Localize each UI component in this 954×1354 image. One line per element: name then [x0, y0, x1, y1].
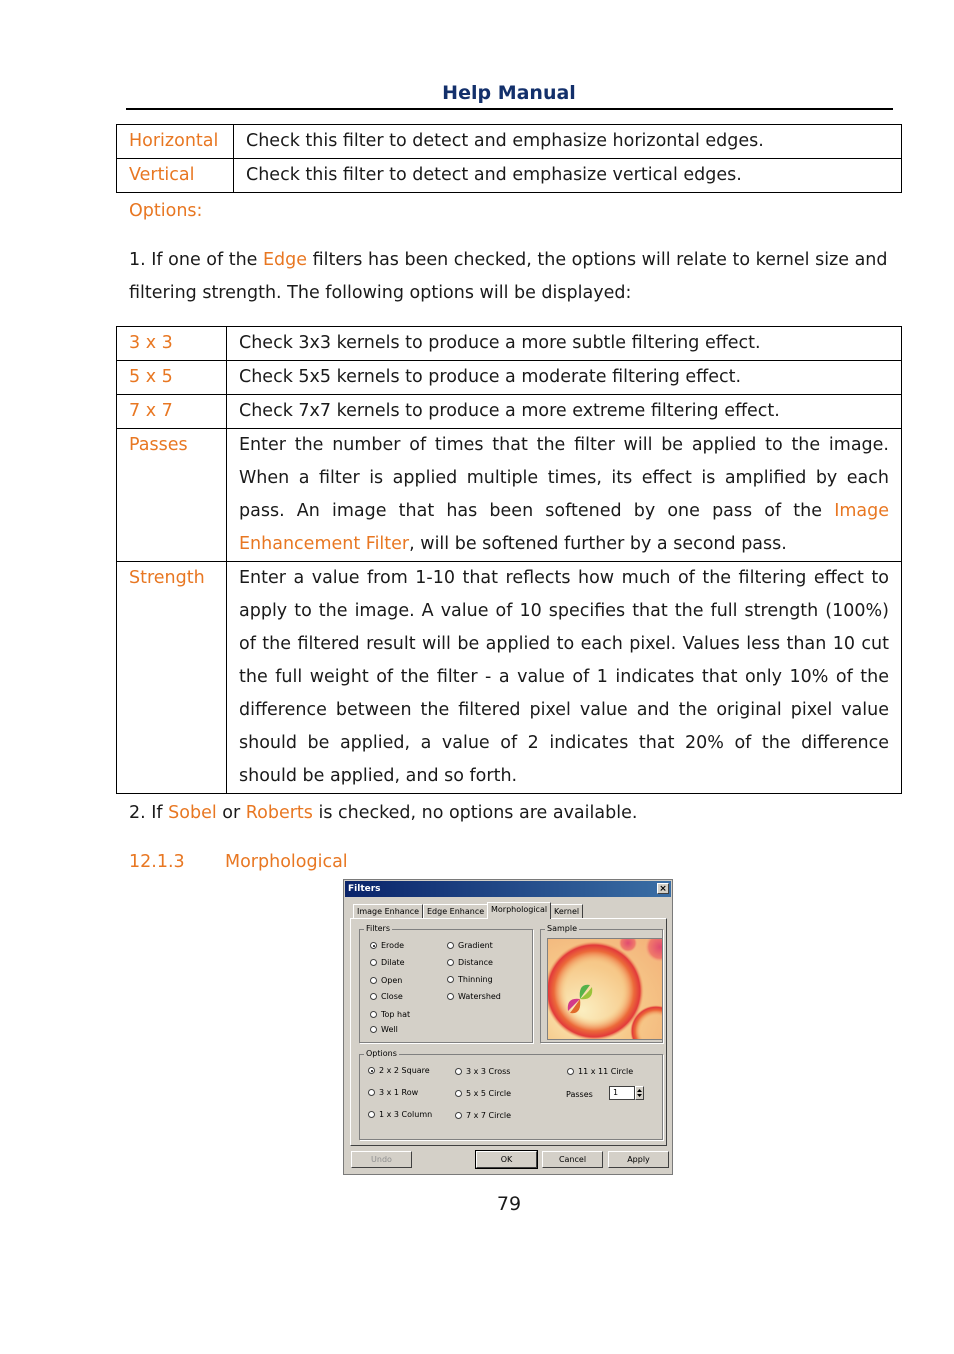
dialog-title: Filters	[348, 884, 381, 894]
table-row	[117, 327, 902, 361]
header-rule	[126, 108, 893, 110]
cancel-button[interactable]: Cancel	[542, 1151, 603, 1168]
radio-2x2-square[interactable]	[368, 1066, 430, 1076]
radio-distance[interactable]	[447, 958, 493, 968]
radio-open[interactable]	[370, 976, 402, 986]
ok-button[interactable]: OK	[476, 1151, 537, 1168]
radio-label: 5 x 5 Circle	[466, 1089, 512, 1098]
radio-label: 3 x 1 Row	[379, 1088, 419, 1097]
radio-label: Open	[381, 976, 403, 985]
paragraph-text: is checked, no options are available.	[312, 803, 638, 823]
term-cell: 7 x 7	[117, 395, 227, 429]
radio-11x11-circle[interactable]	[567, 1067, 633, 1077]
radio-icon	[447, 993, 454, 1000]
undo-button[interactable]: Undo	[351, 1151, 412, 1168]
term-cell: Vertical	[117, 159, 234, 193]
passes-spinner[interactable]	[635, 1086, 644, 1100]
term-cell: Horizontal	[117, 125, 234, 159]
page-number: 79	[496, 1193, 522, 1215]
tab-morphological[interactable]: Morphological	[487, 902, 551, 919]
apply-button[interactable]: Apply	[608, 1151, 669, 1168]
sample-preview-graphic	[548, 939, 663, 1040]
radio-label: Close	[381, 992, 403, 1001]
paragraph-edge-options	[129, 244, 889, 310]
radio-icon	[447, 976, 454, 983]
table-row	[117, 395, 902, 429]
radio-icon	[447, 959, 454, 966]
spinner-arrows-icon	[636, 1087, 643, 1099]
options-group-label: Options	[366, 1049, 397, 1058]
radio-label: 2 x 2 Square	[379, 1066, 430, 1075]
tab-edge-enhance[interactable]: Edge Enhance	[423, 904, 488, 918]
radio-dilate[interactable]	[370, 958, 405, 968]
roberts-link[interactable]: Roberts	[245, 803, 313, 823]
dialog-titlebar	[345, 881, 671, 897]
radio-gradient[interactable]	[447, 941, 493, 951]
table-row	[117, 429, 902, 562]
radio-5x5-circle[interactable]	[455, 1089, 511, 1099]
radio-icon	[447, 942, 454, 949]
radio-erode[interactable]	[370, 941, 404, 951]
radio-3x3-cross[interactable]	[455, 1067, 510, 1077]
passes-label: Passes	[566, 1090, 593, 1099]
options-group	[359, 1049, 663, 1140]
filters-group-label: Filters	[366, 924, 390, 933]
page-header-title: Help Manual	[442, 82, 576, 104]
filters-group	[359, 924, 533, 1043]
sample-group-label: Sample	[547, 924, 577, 933]
radio-label: Erode	[381, 941, 405, 950]
radio-icon	[455, 1090, 462, 1097]
radio-label: 11 x 11 Circle	[578, 1067, 634, 1076]
radio-checked-icon	[370, 942, 377, 949]
description-text: , will be softened further by a second pass.	[409, 534, 787, 554]
radio-icon	[455, 1068, 462, 1075]
paragraph-text: or	[216, 803, 246, 823]
radio-3x1-row[interactable]	[368, 1088, 418, 1098]
close-icon[interactable]: ×	[657, 883, 669, 894]
kernel-options-table	[116, 326, 902, 794]
paragraph-text: filters has been checked, the options will relate to kernel size and filtering strength. The following options will be displayed:	[129, 250, 888, 303]
tab-image-enhance[interactable]: Image Enhance	[353, 904, 423, 918]
radio-label: 1 x 3 Column	[379, 1110, 433, 1119]
options-heading: Options:	[129, 201, 203, 221]
radio-close[interactable]	[370, 992, 403, 1002]
sobel-link[interactable]: Sobel	[168, 803, 217, 823]
radio-thinning[interactable]	[447, 975, 493, 985]
radio-watershed[interactable]	[447, 992, 501, 1002]
description-cell	[227, 429, 902, 562]
edge-link[interactable]: Edge	[262, 250, 308, 270]
term-cell: Strength	[117, 562, 227, 794]
radio-icon	[455, 1112, 462, 1119]
radio-icon	[370, 977, 377, 984]
edge-filters-table	[116, 124, 902, 193]
radio-icon	[370, 1011, 377, 1018]
radio-top-hat[interactable]	[370, 1010, 410, 1020]
section-number: 12.1.3	[129, 852, 185, 872]
tab-kernel[interactable]: Kernel	[550, 904, 583, 918]
radio-icon	[368, 1111, 375, 1118]
table-row	[117, 562, 902, 794]
description-cell: Check this filter to detect and emphasize horizontal edges.	[234, 125, 902, 159]
description-cell: Check 7x7 kernels to produce a more extreme filtering effect.	[227, 395, 902, 429]
term-cell: 5 x 5	[117, 361, 227, 395]
filters-dialog-screenshot	[343, 879, 673, 1175]
radio-label: 7 x 7 Circle	[466, 1111, 512, 1120]
passes-input[interactable]: 1	[609, 1086, 635, 1100]
term-cell: Passes	[117, 429, 227, 562]
table-row	[117, 125, 902, 159]
radio-label: Gradient	[458, 941, 493, 950]
paragraph-no-options	[129, 797, 889, 830]
radio-label: Top hat	[381, 1010, 411, 1019]
radio-label: Thinning	[458, 975, 493, 984]
radio-label: Watershed	[458, 992, 501, 1001]
radio-1x3-column[interactable]	[368, 1110, 432, 1120]
table-row	[117, 361, 902, 395]
tab-panel	[350, 918, 667, 1146]
image-enhancement-filter-link[interactable]: Image Enhancement Filter	[239, 501, 889, 554]
paragraph-text: 1. If one of the	[129, 250, 263, 270]
radio-label: Distance	[458, 958, 493, 967]
sample-group	[540, 924, 663, 1043]
description-cell: Check 3x3 kernels to produce a more subtle filtering effect.	[227, 327, 902, 361]
description-cell: Check this filter to detect and emphasize vertical edges.	[234, 159, 902, 193]
section-heading	[129, 846, 348, 879]
radio-icon	[567, 1068, 574, 1075]
description-text: Enter the number of times that the filter will be applied to the image. When a filter is applied multiple times, its effect is amplified by each pass. An image that has been softened by one pass of the	[239, 435, 889, 521]
table-row	[117, 159, 902, 193]
sample-preview-image	[547, 938, 663, 1040]
radio-label: 3 x 3 Cross	[466, 1067, 511, 1076]
radio-label: Dilate	[381, 958, 405, 967]
radio-label: Well	[381, 1025, 398, 1034]
radio-icon	[370, 993, 377, 1000]
radio-icon	[370, 1026, 377, 1033]
section-title: Morphological	[225, 852, 348, 872]
description-cell: Enter a value from 1-10 that reflects how much of the filtering effect to apply to the image. A value of 10 specifies that the full strength (100%) of the filtered result will be applied to each pixel. Values less than 10 cut the full weight of the filter - a value of 1 indicates that only 10% of the difference between the filtered pixel value and the original pixel value should be applied, a value of 2 indicates that 20% of the difference should be applied, and so forth.	[227, 562, 902, 794]
radio-well[interactable]	[370, 1025, 398, 1035]
radio-checked-icon	[368, 1067, 375, 1074]
description-cell: Check 5x5 kernels to produce a moderate filtering effect.	[227, 361, 902, 395]
paragraph-text: 2. If	[129, 803, 169, 823]
radio-7x7-circle[interactable]	[455, 1111, 511, 1121]
radio-icon	[370, 959, 377, 966]
radio-icon	[368, 1089, 375, 1096]
term-cell: 3 x 3	[117, 327, 227, 361]
